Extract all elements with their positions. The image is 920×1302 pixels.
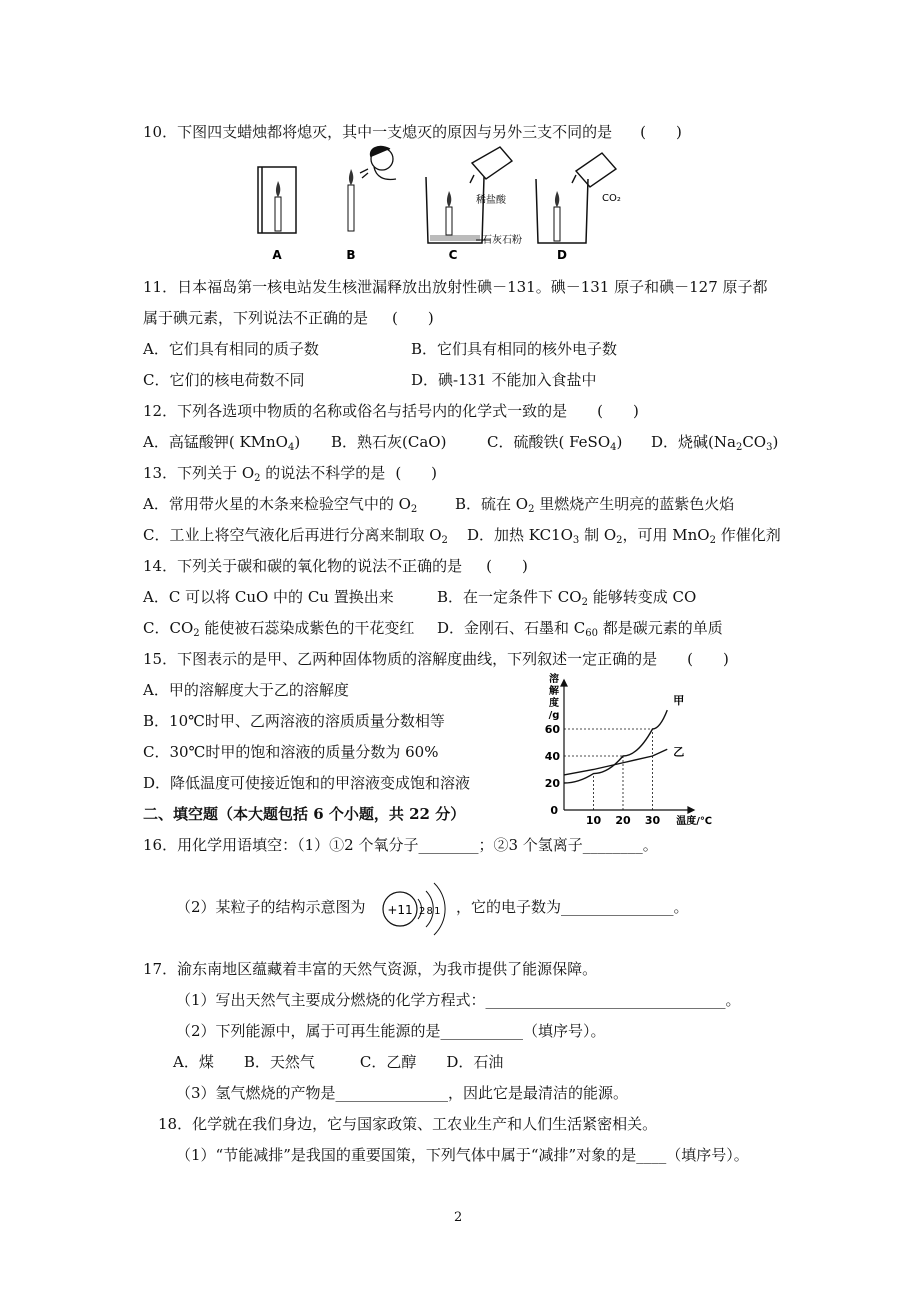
series-label: 乙 (673, 745, 685, 759)
q15-stem: 15．下图表示的是甲、乙两种固体物质的溶解度曲线，下列叙述一定正确的是 ( ) (143, 650, 729, 668)
q17-part3: （3）氢气燃烧的产物是_______________，因此它是最清洁的能源。 (176, 1084, 629, 1102)
q18-part1: （1）“节能减排”是我国的重要国策，下列气体中属于“减排”对象的是____（填序号）。 (176, 1146, 749, 1164)
flame-a (276, 181, 280, 197)
q15-option-c: C．30℃时甲的饱和溶液的质量分数为 60% (143, 743, 439, 761)
fig-label-c: C (448, 248, 458, 262)
q17-stem: 17．渝东南地区蕴藏着丰富的天然气资源，为我市提供了能源保障。 (143, 960, 598, 978)
x-tick-label: 20 (615, 814, 631, 827)
q14-option-c: C．$CO_2$ 能使被石蕊染成紫色的干花变红 (143, 619, 415, 639)
flame-c (447, 191, 451, 207)
shells-label: 2 8 1 (419, 906, 440, 917)
q11-option-a: A．它们具有相同的质子数 (143, 340, 319, 358)
candle-b (348, 185, 354, 231)
q12-option-c: C．硫酸铁( FeSO$_4$) (487, 433, 623, 453)
y-axis-label-char: 解 (549, 686, 559, 697)
nucleus-label: +11 (387, 903, 413, 917)
flame-b (349, 169, 353, 185)
acid-label: 稀盐酸 (476, 195, 506, 206)
section-2-heading: 二、填空题（本大题包括 6 个小题，共 22 分） (143, 805, 466, 823)
beaker-c (426, 177, 484, 243)
series-label: 甲 (673, 694, 685, 708)
flame-d (555, 191, 559, 207)
fig-label-d: D (557, 248, 567, 262)
pouring-bottle-c (470, 147, 512, 183)
q16-line2b: ，它的电子数为_______________。 (456, 898, 689, 916)
q11-line2: 属于碘元素，下列说法不正确的是 ( ) (143, 309, 434, 327)
q17-part1: （1）写出天然气主要成分燃烧的化学方程式：________________________________。 (176, 991, 741, 1009)
q15-option-a: A．甲的溶解度大于乙的溶解度 (143, 681, 349, 699)
limestone-label: 石灰石粉 (482, 235, 522, 246)
q16-line2a: （2）某粒子的结构示意图为 (176, 898, 366, 916)
beaker-d (536, 179, 588, 243)
x-axis-label: 温度/℃ (676, 816, 712, 827)
q14-option-b: B．在一定条件下 $CO_2$ 能够转变成 CO (437, 588, 697, 608)
y-axis-arrow (561, 680, 567, 686)
person-head-icon (360, 147, 396, 180)
page-number: 2 (454, 1210, 463, 1225)
q17-part2: （2）下列能源中，属于可再生能源的是___________（填序号）。 (176, 1022, 606, 1040)
q18-stem: 18．化学就在我们身边，它与国家政策、工农业生产和人们生活紧密相关。 (158, 1115, 658, 1133)
x-tick-label: 10 (585, 814, 602, 827)
co2-label: CO₂ (602, 193, 621, 204)
origin-label: 0 (550, 804, 558, 817)
q13-stem: 13．下列关于 $O_2$ 的说法不科学的是 ( ) (143, 464, 438, 484)
q13-option-b: B．硫在 $O_2$ 里燃烧产生明亮的蓝紫色火焰 (455, 495, 735, 515)
q14-option-d: D．金刚石、石墨和 $C_{60}$ 都是碳元素的单质 (437, 619, 723, 639)
q14-option-a: A．C 可以将 CuO 中的 Cu 置换出来 (143, 588, 394, 606)
x-axis-arrow (688, 807, 694, 813)
candle-a (275, 197, 281, 231)
fig-label-a: A (272, 248, 282, 262)
y-tick-label: 40 (544, 750, 560, 763)
y-axis-label-char: /g (548, 710, 560, 721)
pouring-bottle-d (572, 153, 616, 187)
q17-options: A．煤 B．天然气 C．乙醇 D．石油 (173, 1053, 504, 1071)
q11-option-d: D．碘-131 不能加入食盐中 (411, 371, 597, 389)
q10-stem: 10．下图四支蜡烛都将熄灭，其中一支熄灭的原因与另外三支不同的是 ( ) (143, 123, 682, 141)
fig-label-b: B (346, 248, 356, 262)
y-axis-label-char: 度 (549, 698, 559, 709)
q15-option-b: B．10℃时甲、乙两溶液的溶质质量分数相等 (143, 712, 445, 730)
candles-figure (250, 145, 630, 267)
candle-d (554, 207, 560, 241)
q16-line1: 16．用化学用语填空：（1）①2 个氧分子________；②3 个氢离子________。 (143, 836, 658, 854)
q11-option-c: C．它们的核电荷数不同 (143, 371, 305, 389)
q12-option-d: D．烧碱$(Na_2CO_3)$ (651, 433, 779, 453)
x-tick-label: 30 (644, 814, 661, 827)
q13-option-a: A．常用带火星的木条来检验空气中的 $O_2$ (143, 495, 418, 515)
q13-option-c: C．工业上将空气液化后再进行分离来制取 $O_2$ (143, 526, 448, 546)
q12-stem: 12．下列各选项中物质的名称或俗名与括号内的化学式一致的是 ( ) (143, 402, 639, 420)
q11-option-b: B．它们具有相同的核外电子数 (411, 340, 618, 358)
candle-c (446, 207, 452, 235)
q15-option-d: D．降低温度可使接近饱和的甲溶液变成饱和溶液 (143, 774, 471, 792)
candle-a-jar (258, 167, 296, 233)
solubility-chart (528, 668, 720, 828)
q12-option-a: A．高锰酸钾( KMnO$_4$) (143, 433, 301, 453)
atom-structure-diagram (378, 879, 454, 939)
q11-line1: 11．日本福岛第一核电站发生核泄漏释放出放射性碘－131。碘－131 原子和碘－127 原子都 (143, 278, 768, 296)
q12-option-b: B．熟石灰(CaO) (331, 433, 447, 451)
y-tick-label: 20 (544, 777, 560, 790)
y-axis-label-char: 溶 (549, 674, 559, 685)
y-tick-label: 60 (544, 723, 560, 736)
q13-option-d: D．加热 $KC1O_3$ 制 $O_2$，可用 MnO$_2$ 作催化剂 (467, 526, 781, 546)
q14-stem: 14．下列关于碳和碳的氧化物的说法不正确的是 ( ) (143, 557, 528, 575)
series-line-yi (564, 749, 667, 775)
